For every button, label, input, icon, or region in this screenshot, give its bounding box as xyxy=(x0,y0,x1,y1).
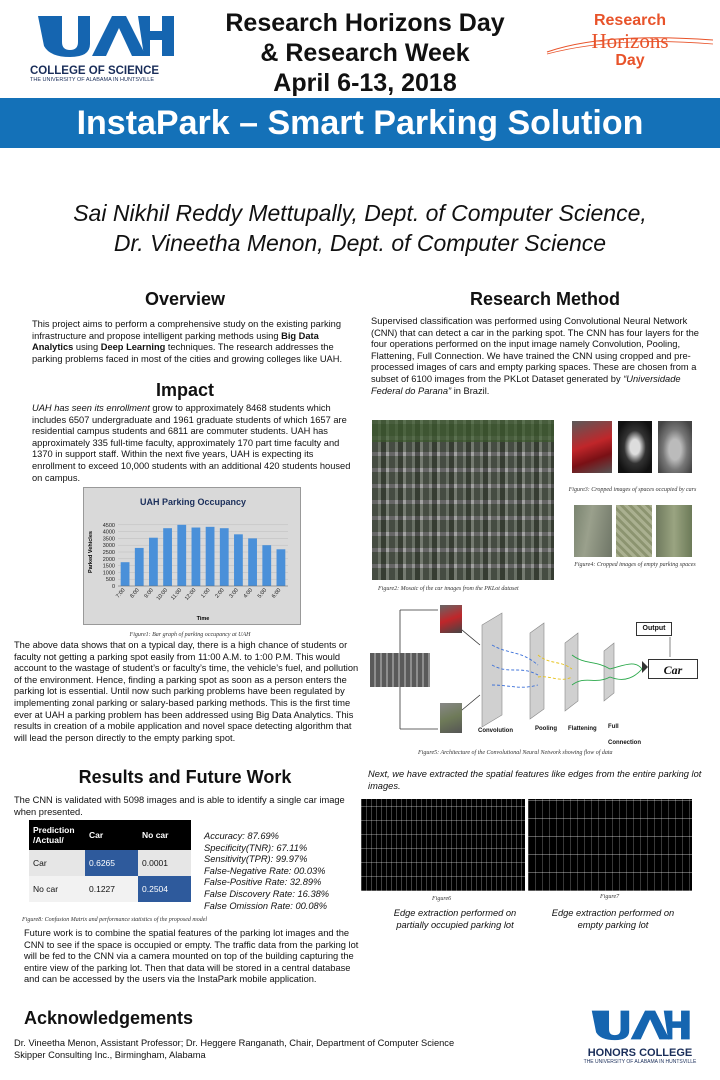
empty-space-image-3 xyxy=(656,505,692,557)
impact-p1: grow to approximately 8468 students which includes 6507 undergraduate and 1961 graduate students of which 1657 are residential campus students and 6811 are commuter students. UAH has approximately 335 full-time faculty, approximately 170 part time faculty and 1370 in support staff. Within the next five years, UAH is expecting its enrollment to exceed 10,000 students with an additional 420 students housed on campus. xyxy=(32,403,351,483)
event-line-3: April 6-13, 2018 xyxy=(273,69,457,97)
fig8-caption: Figure8: Confusion Matrix and performance statistics of the proposed model xyxy=(22,917,208,923)
college-name: COLLEGE OF SCIENCE xyxy=(30,65,160,77)
layer-convolution: Convolution xyxy=(478,728,513,734)
university-name: THE UNIVERSITY OF ALABAMA IN HUNTSVILLE xyxy=(30,77,154,83)
impact-heading: Impact xyxy=(155,380,215,400)
y-tick-label: 2500 xyxy=(102,550,115,556)
y-tick-label: 3500 xyxy=(102,536,115,543)
fig6-description: Edge extraction performed on partially occupied parking lot xyxy=(393,908,517,930)
stat-line: Accuracy: 87.69% xyxy=(204,831,279,841)
poster-title: InstaPark – Smart Parking Solution xyxy=(76,104,644,142)
title-banner xyxy=(0,98,720,148)
bar xyxy=(163,528,172,586)
fig5-caption: Figure5: Architecture of the Convolutional Neural Network showing flow of data xyxy=(418,750,613,756)
y-tick-label: 500 xyxy=(105,577,115,584)
x-tick-label: 8:00 xyxy=(129,587,141,600)
pklot-mosaic-image xyxy=(372,420,554,580)
layer-flattening: Flattening xyxy=(568,726,597,732)
fig3-caption: Figure3: Cropped images of spaces occupied by cars xyxy=(568,487,697,493)
fig2-caption: Figure2: Mosaic of the car images from the PKLot dataset xyxy=(378,586,519,592)
rhd-line-1: Research xyxy=(593,12,667,29)
method-p2: in Brazil. xyxy=(451,385,490,396)
y-tick-label: 4000 xyxy=(102,529,115,536)
input-car-image-2 xyxy=(440,703,462,733)
impact-p2: The above data shows that on a typical day, there is a high chance of students or faculty not getting a parking spot easily from 11:00 A.M. to 1:00 P.M. This would account to the wastage of student’s or faculty’s time, the vehicle’s fuel, and pollution of the environment. Hence, finding a parking spot as soon as a person enters the parking lot is essential. Until now such parking problems have been regulated by implementing zonal parking or salary-based parking methods. This is the first time ever at UAH a parking problem has been addressed using Big Data Analytics. This results in creation of a mobile application and novel space detecting algorithm that will lead the person directly to the empty parking spot. xyxy=(14,640,359,743)
bar xyxy=(135,548,144,586)
layer-full: Full xyxy=(608,724,619,730)
authors xyxy=(0,198,720,258)
cm-cell: 0.6265 xyxy=(85,850,138,876)
edge-image-empty xyxy=(528,799,692,891)
x-tick-label: 10:00 xyxy=(155,587,170,602)
bar xyxy=(149,538,158,586)
layer-pooling: Pooling xyxy=(535,726,557,732)
cm-col-nocar: No car xyxy=(138,820,191,850)
occupied-space-image-2 xyxy=(618,421,652,473)
layer-connection: Connection xyxy=(608,740,641,746)
cm-col-car: Car xyxy=(85,820,138,850)
cm-cell: 0.1227 xyxy=(85,876,138,902)
x-tick-label: 11:00 xyxy=(170,587,184,602)
x-tick-label: 5:00 xyxy=(256,587,269,600)
car-output-label: Car xyxy=(648,659,698,679)
stat-line: False-Negative Rate: 00.03% xyxy=(204,865,326,876)
rhd-line-2: Horizons xyxy=(591,29,669,53)
y-tick-label: 4500 xyxy=(102,522,115,529)
bar xyxy=(177,525,186,586)
uah-logo-mark xyxy=(30,14,180,58)
input-lot-image xyxy=(370,653,430,687)
fig6-caption: Figure6 xyxy=(432,896,452,902)
honors-college-name: HONORS COLLEGE xyxy=(587,1047,693,1059)
stats-list xyxy=(204,831,364,912)
bar xyxy=(192,528,201,586)
rhd-swoosh-icon xyxy=(545,26,715,62)
bar xyxy=(234,534,243,586)
stat-line: False Omission Rate: 00.08% xyxy=(204,900,327,911)
occupied-space-image-1 xyxy=(572,421,612,473)
parking-chart-svg xyxy=(84,488,302,626)
x-tick-label: 9:00 xyxy=(143,587,155,600)
cm-row-label: No car xyxy=(29,876,85,902)
fig7-caption: Figure7 xyxy=(600,894,620,900)
x-tick-label: 7:00 xyxy=(115,587,127,600)
results-heading: Results and Future Work xyxy=(78,767,292,787)
y-tick-label: 3000 xyxy=(102,543,115,550)
edges-intro: Next, we have extracted the spatial features like edges from the entire parking lot images. xyxy=(368,769,702,791)
overview-p2: using xyxy=(73,342,101,353)
y-tick-label: 0 xyxy=(111,584,115,590)
rhd-line-3: Day xyxy=(615,52,645,69)
x-tick-label: 3:00 xyxy=(228,587,240,600)
ack-heading: Acknowledgements xyxy=(24,1008,194,1028)
overview-p3: techniques. The research addresses the parking problems faced in most of the cities and growing colleges like UAH. xyxy=(32,342,343,364)
future-work: Future work is to combine the spatial features of the parking lot images and the CNN to see if the space is occupied or empty. The traffic data from the parking lot will be fed to the CNN via a camera mounted on top of the building capturing the entire view of the parking lot. Then that data will be stored in a central database and can be accessed by the users via the InstaPark mobile application. xyxy=(24,928,359,985)
bar xyxy=(206,527,215,586)
cm-row-label: Car xyxy=(29,850,85,876)
y-tick-label: 1500 xyxy=(102,563,115,570)
overview-p1: This project aims to perform a comprehensive study on the existing parking infrastructure and propose intelligent parking methods using xyxy=(32,319,342,341)
cnn-architecture xyxy=(370,605,710,735)
output-label: Output xyxy=(636,622,672,636)
stat-line: False-Positive Rate: 32.89% xyxy=(204,877,322,888)
stat-line: Specificity(TNR): 67.11% xyxy=(204,842,308,853)
author-line-1: Sai Nikhil Reddy Mettupally, Dept. of Computer Science, xyxy=(73,200,647,226)
honors-university-name: THE UNIVERSITY OF ALABAMA IN HUNTSVILLE xyxy=(583,1059,697,1065)
input-car-image-1 xyxy=(440,605,462,633)
honors-logo-mark xyxy=(586,1008,694,1042)
empty-space-image-2 xyxy=(616,505,652,557)
honors-logo xyxy=(580,1008,700,1074)
results-intro: The CNN is validated with 5098 images and is able to identify a single car image when presented. xyxy=(14,795,345,817)
overview-bold-1: Big Data Analytics xyxy=(32,330,319,353)
confusion-matrix xyxy=(29,820,191,902)
x-tick-label: 1:00 xyxy=(200,587,212,600)
x-tick-label: 6:00 xyxy=(270,587,283,600)
x-axis-label: Time xyxy=(196,616,210,622)
fig1-caption: Figure1: Bar graph of parking occupancy at UAH xyxy=(129,632,251,638)
event-line-1: Research Horizons Day xyxy=(225,9,505,37)
y-tick-label: 2000 xyxy=(102,556,115,563)
overview-bold-2: Deep Learning xyxy=(100,342,166,353)
empty-space-image-1 xyxy=(574,505,612,557)
impact-italic-lead: UAH has seen its enrollment xyxy=(32,403,150,413)
rhd-logo xyxy=(545,12,715,78)
stat-line: Sensitivity(TPR): 99.97% xyxy=(204,854,308,865)
parking-chart xyxy=(83,487,301,625)
chart-title: UAH Parking Occupancy xyxy=(139,497,247,507)
method-p1: Supervised classification was performed using Convolutional Neural Network (CNN) that can detect a car in the parking spot. The CNN has four layers for the four operations performed on the input image namely Convolution, Pooling, Flattening, Full Connection. We have trained the CNN using cropped and pre-processed images of cars and empty parking spaces. These are chosen from a subset of 6100 images from the PKLot Dataset generated by xyxy=(371,316,699,384)
x-tick-label: 12:00 xyxy=(184,587,198,602)
y-tick-label: 1000 xyxy=(102,570,115,577)
cm-cell: 0.0001 xyxy=(138,850,191,876)
ack-line-1: Dr. Vineetha Menon, Assistant Professor; Dr. Heggere Ranganath, Chair, Department of Computer Science xyxy=(14,1038,455,1048)
event-line-2: & Research Week xyxy=(260,39,470,67)
occupied-space-image-3 xyxy=(658,421,692,473)
cm-corner: Prediction /Actual/ xyxy=(29,820,85,850)
ack-line-2: Skipper Consulting Inc., Birmingham, Alabama xyxy=(14,1050,206,1060)
bar xyxy=(121,562,130,586)
confusion-table xyxy=(29,820,191,902)
x-tick-label: 2:00 xyxy=(214,587,226,600)
y-axis-label: Parked Vehicles xyxy=(88,531,94,573)
method-heading: Research Method xyxy=(469,289,621,309)
fig7-description: Edge extraction performed on empty parking lot xyxy=(551,908,675,930)
method-italic: “Universidade Federal do Parana” xyxy=(371,373,681,396)
cm-cell: 0.2504 xyxy=(138,876,191,902)
bar xyxy=(248,538,257,586)
overview-heading: Overview xyxy=(144,289,226,309)
overview-text xyxy=(32,319,357,365)
author-line-2: Dr. Vineetha Menon, Dept. of Computer Science xyxy=(113,230,607,256)
stat-line: False Discovery Rate: 16.38% xyxy=(204,888,330,899)
x-tick-label: 4:00 xyxy=(242,587,255,600)
bar xyxy=(220,528,229,586)
method-text xyxy=(371,316,706,397)
event-header xyxy=(190,8,540,98)
edge-image-occupied xyxy=(361,799,525,891)
uah-logo xyxy=(30,14,180,84)
bar xyxy=(277,549,286,586)
bar xyxy=(262,545,271,586)
fig4-caption: Figure4: Cropped images of empty parking spaces xyxy=(574,562,696,568)
impact-text xyxy=(32,403,357,484)
